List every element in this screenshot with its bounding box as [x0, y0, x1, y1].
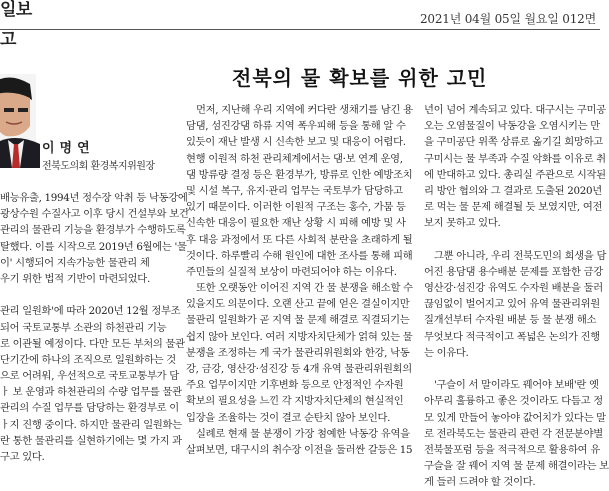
article-text-line: 에 반대하고 있다. 총리실 주관으로 시작된	[424, 168, 606, 181]
article-text-line: 되어 국토교통부 소관의 하천관리 기능	[0, 321, 167, 334]
article-text-line: 강, 금강, 영산강·섬진강 등 4개 유역 물관리위원회의	[186, 363, 412, 375]
article-text-line: 있듯이 재난 발생 시 신속한 보고 및 대응이 어렵다.	[186, 136, 406, 149]
author-photo	[0, 74, 36, 168]
article-text-line: 있기 때문이다. 이러한 이원적 구조는 홍수, 가뭄 등	[186, 201, 406, 214]
article-text-line: 아무리 훌륭하고 좋은 것이라도 다듬고 정	[424, 395, 603, 408]
author-title: 전북도의회 환경복지위원장	[42, 161, 155, 172]
article-text-line: 모 있게 만들어 놓아야 값어치가 있다는 말	[424, 411, 606, 424]
article-text-line: ㅏ 보 운영과 하천관리의 수량 업무를 물관	[0, 386, 182, 399]
article-headline: 전북의 물 확보를 위한 고민	[232, 66, 488, 90]
article-text-line: 후 대응 과정에서 또 다른 사회적 분란을 초래하게 될	[186, 233, 413, 246]
article-text-line	[424, 232, 600, 248]
section-label-fragment: 고	[0, 30, 17, 50]
article-text-line: ㅏ지 진행 중이다. 하지만 물관리 일원화는	[0, 418, 182, 431]
article-text-line: 로 이관될 예정이다. 다만 모든 부처의 물관	[0, 337, 185, 350]
article-text-line: 단기간에 하나의 조직으로 일원화하는 것	[0, 353, 176, 366]
article-text-line: 로 먹는 물 문제 해결될 듯 보였지만, 여전	[424, 201, 603, 214]
article-text-line: 먼저, 지난해 우리 지역에 커다란 생채기를 남긴 용	[186, 104, 413, 116]
article-text-line: 구미시는 물 부족과 수질 악화를 이유로 취	[424, 152, 606, 165]
article-text-line: 게 들러 드려야 할 것이다.	[424, 476, 536, 489]
author-portrait-image	[0, 74, 36, 168]
article-text-line: 는 이유다.	[424, 346, 469, 359]
article-text-line	[424, 361, 600, 377]
article-text-line: 관리 일원화'에 따라 2020년 12월 정부조	[0, 305, 181, 318]
article-text-line: 살펴보면, 대구시의 취수장 이전을 둘러싼 갈등은 15	[186, 443, 413, 456]
article-text-line: 리 방안 협의와 그 결과로 도출된 2020년	[424, 184, 602, 197]
article-text-line: 주민들의 실질적 보상이 마련되어야 하는 이유다.	[186, 265, 397, 278]
article-text-line: 전북물포럼 등을 적극적으로 활용하여 유	[424, 443, 600, 456]
article-text-line: 현행 이원적 하천 관리체계에서는 댐·보 연계 운영,	[186, 152, 403, 165]
article-text-line: 질개선부터 수자원 배분 등 물 분쟁 해소	[424, 314, 597, 327]
article-text-line: 실례로 현재 물 분쟁이 가장 첨예한 낙동강 유역을	[186, 427, 410, 440]
article-text-line: 관리의 물관리 기능을 환경부가 수행하도록	[0, 224, 186, 237]
article-text-line: 확보의 필요성을 느낀 각 지방자치단체의 현실적인	[186, 395, 404, 408]
article-text-line: 쉽지 않아 보인다. 여러 지방자치단체가 얽혀 있는 물	[186, 330, 413, 343]
article-column-2	[186, 102, 424, 456]
article-column-1	[0, 190, 189, 463]
article-text-line: 로 전라북도는 물관리 관련 각 전문분야별	[424, 427, 603, 440]
article-text-line: 있을지도 의문이다. 오랜 산고 끝에 얻은 결실이지만	[186, 298, 410, 311]
article-text-line: 영산강·섬진강 유역도 수자원 배분을 둘러	[424, 282, 603, 295]
article-text-line: 무엇보다 적극적이고 폭넓은 논의가 진행	[424, 330, 600, 343]
article-text-line: 구고 있다.	[0, 451, 45, 463]
article-text-line: 및 시설 복구, 유지·관리 업무는 국토부가 담당하고	[186, 184, 403, 197]
article-text-line: 탈했다. 이를 시작으로 2019년 6월에는 '물	[0, 240, 187, 253]
publication-dateline: 2021년 04월 05일 월요일 012면	[420, 12, 596, 26]
article-text-line: 주요 업무이지만 기후변화 등으로 안정적인 수자원	[186, 379, 404, 392]
article-text-line: 오는 오염물질이 낙동강을 오염시키는 만	[424, 120, 600, 133]
newspaper-masthead: 일보	[0, 0, 32, 20]
article-text-line: 란 통한 물관리를 실현하기에는 몇 가지 과	[0, 434, 182, 447]
article-text-line: 을 구미공단 위쪽 상류로 옮기길 희망하고	[424, 136, 603, 149]
article-text-line: 보지 못하고 있다.	[424, 217, 501, 230]
article-text-line: 구슬을 잘 꿰어 지역 물 문제 해결이라는 보	[424, 460, 609, 473]
article-text-line: 분쟁을 조정하는 게 국가 물관리위원회와 한강, 낙동	[186, 346, 410, 359]
article-text-line: 어진 용담댐 용수배분 문제를 포함한 금강	[424, 265, 603, 278]
article-text-line: 것이다. 하루빨리 수해 원인에 대한 조사를 통해 피해	[186, 249, 413, 262]
article-text-line	[0, 287, 178, 303]
article-text-line: 물관리 일원화가 곧 지역 물 문제 해결로 직결되기는	[186, 314, 410, 327]
article-text-line: 광상수원 수질사고 이후 당시 건설부와 보건	[0, 208, 189, 221]
article-column-3	[424, 102, 609, 489]
article-text-line: 신속한 대응이 필요한 재난 상황 시 피해 예방 및 사	[186, 217, 406, 230]
article-text-line: 년이 넘어 계속되고 있다. 대구시는 구미공	[424, 104, 606, 116]
article-text-line: 또한 오랫동안 이어진 지역 간 물 분쟁을 해소할 수	[186, 282, 413, 295]
article-text-line: 댐 방류량 결정 등은 환경부가, 방류로 인한 예방조치	[186, 168, 413, 181]
article-text-line: 우기 위한 법적 기반이 마련되었다.	[0, 272, 150, 285]
article-text-line: 관리의 수질 업무를 담당하는 환경부로 이	[0, 402, 179, 415]
article-text-line: 그뿐 아니라, 우리 전북도민의 희생을 담	[424, 249, 607, 262]
article-text-line: 입장을 조율하는 것이 결코 순탄치 않아 보인다.	[186, 411, 391, 424]
article-text-line: 이' 시행되어 지속가능한 물관리 체	[0, 256, 150, 269]
article-text-line: 배능유출, 1994년 정수장 악취 등 낙동강에	[0, 192, 188, 204]
article-text-line: 으로 어려워, 우선적으로 국토교통부가 담	[0, 370, 179, 383]
article-text-line: 담댐, 섬진강댐 하류 지역 폭우피해 등을 통해 알 수	[186, 120, 406, 133]
header-rule	[0, 29, 600, 30]
article-text-line: 끊임없이 벌어지고 있어 유역 물관리위원	[424, 298, 600, 311]
article-text-line: '구슬이 서 말이라도 꿰어야 보배'란 옛	[424, 379, 599, 392]
author-name: 이명연	[42, 141, 95, 156]
